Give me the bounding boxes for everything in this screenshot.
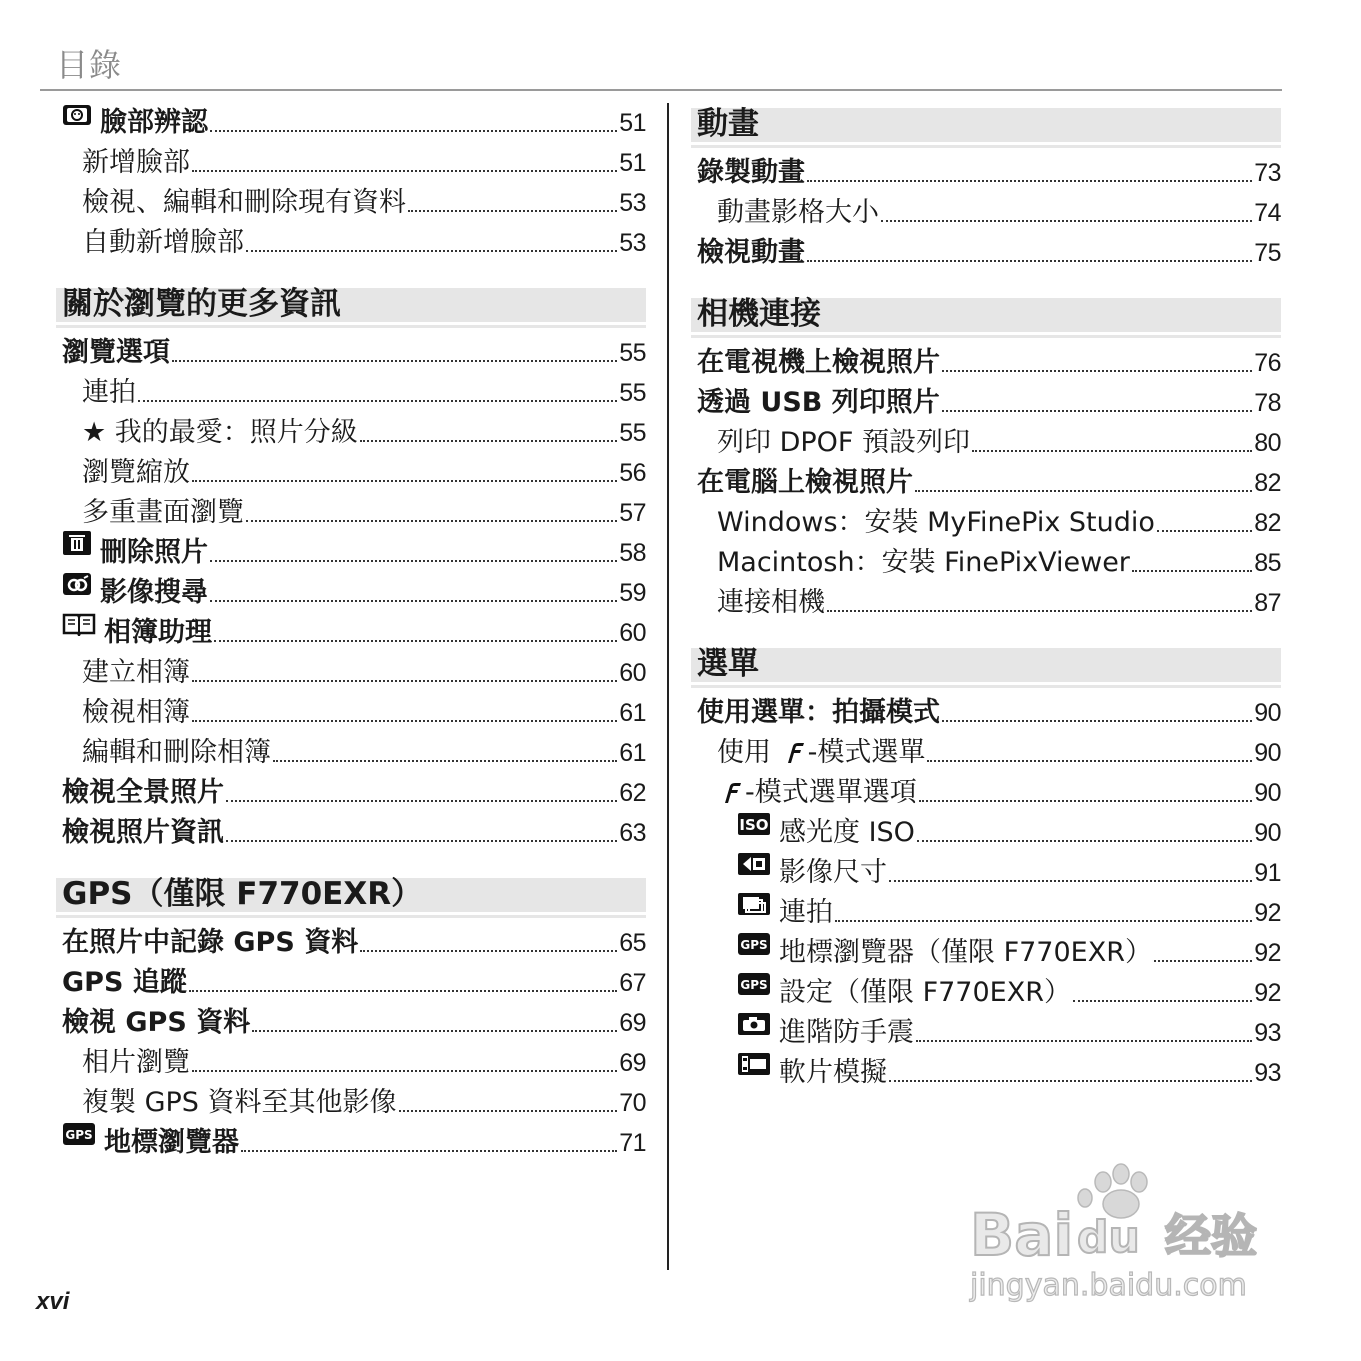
toc-entry-label-group (737, 971, 1071, 1010)
toc-entry-label-group (717, 196, 879, 230)
toc-page-number: 73 (1254, 159, 1281, 187)
toc-entry-label-group (62, 336, 170, 370)
toc-page-number: 82 (1254, 509, 1281, 537)
dot-leader (226, 800, 617, 802)
f-mode-icon (717, 780, 743, 806)
toc-entry-label: 錄製動畫 (697, 157, 805, 188)
toc-entry-label-group (717, 586, 825, 620)
toc-page-number: 90 (1254, 779, 1281, 807)
dot-leader (192, 720, 617, 722)
toc-entry-label-group (82, 376, 136, 410)
toc-entry-label: -模式選單 (807, 737, 926, 768)
dot-leader (246, 520, 617, 522)
toc-page-number: 57 (619, 499, 646, 527)
toc-page-number: 92 (1254, 939, 1281, 967)
dot-leader (1157, 530, 1252, 532)
toc-page-number: 56 (619, 459, 646, 487)
dot-leader (226, 840, 617, 842)
toc-entry-label: 連拍 (82, 377, 136, 408)
section-bar (691, 648, 1281, 682)
toc-entry-label-group (717, 426, 970, 460)
toc-entry-label: 瀏覽選項 (62, 337, 170, 368)
toc-entry-label-group (62, 816, 224, 850)
column-divider (667, 103, 669, 1270)
toc-entry-label-group (737, 1011, 914, 1050)
section-heading (62, 284, 646, 324)
toc-entry[interactable] (62, 370, 646, 410)
toc-entry[interactable] (697, 890, 1281, 930)
toc-entry-label: 影像尺寸 (779, 857, 887, 888)
toc-entry[interactable] (62, 1080, 646, 1120)
toc-page-number: 63 (619, 819, 646, 847)
toc-entry-label-group (82, 146, 190, 180)
trash-icon (62, 530, 92, 565)
toc-entry-label-group (717, 776, 917, 810)
toc-entry-label: 在電視機上檢視照片 (697, 347, 940, 378)
toc-right-column (697, 100, 1281, 1090)
toc-entry[interactable] (62, 410, 646, 450)
toc-entry[interactable] (62, 330, 646, 370)
toc-page-number: 51 (619, 109, 646, 137)
toc-page-number: 90 (1254, 739, 1281, 767)
toc-entry-label: 相片瀏覽 (82, 1047, 190, 1078)
toc-entry[interactable] (62, 220, 646, 260)
toc-entry[interactable] (697, 420, 1281, 460)
toc-entry-label: 在照片中記錄 GPS 資料 (62, 927, 359, 958)
toc-entry[interactable] (697, 810, 1281, 850)
svg-text:GPS: GPS (740, 938, 768, 952)
section-title: GPS（僅限 F770EXR） (62, 876, 423, 912)
dot-leader (273, 760, 617, 762)
toc-entry-label: 連接相機 (717, 587, 825, 618)
advanced-anti-blur-icon (737, 1011, 771, 1045)
section-heading (697, 644, 1281, 684)
toc-entry-label-group (82, 456, 190, 490)
svg-text:GPS: GPS (740, 978, 768, 992)
toc-entry-label: 設定（僅限 F770EXR） (779, 977, 1071, 1008)
toc-entry[interactable] (697, 770, 1281, 810)
section-heading (697, 294, 1281, 334)
section-gap (697, 270, 1281, 290)
toc-page-number: 76 (1254, 349, 1281, 377)
toc-entry[interactable] (62, 690, 646, 730)
toc-entry-label: 自動新增臉部 (82, 227, 244, 258)
dot-leader (210, 600, 617, 602)
section-rule (56, 325, 646, 328)
toc-page-number: 58 (619, 539, 646, 567)
toc-page-number: 61 (619, 699, 646, 727)
svg-text:ISO: ISO (739, 816, 769, 834)
dot-leader (360, 950, 617, 952)
toc-page-number: 60 (619, 659, 646, 687)
baidu-watermark (965, 1160, 1285, 1310)
toc-entry-label-group (62, 101, 208, 140)
section-rule (691, 145, 1281, 148)
section-title: 動畫 (697, 106, 759, 142)
toc-page-number: 74 (1254, 199, 1281, 227)
toc-entry-label: 複製 GPS 資料至其他影像 (82, 1087, 397, 1118)
dot-leader (972, 450, 1252, 452)
toc-entry[interactable] (62, 650, 646, 690)
toc-entry-label: 建立相簿 (82, 657, 190, 688)
dot-leader (807, 180, 1252, 182)
toc-page-number: 55 (619, 339, 646, 367)
toc-entry[interactable] (697, 1010, 1281, 1050)
toc-entry[interactable] (62, 920, 646, 960)
dot-leader (408, 210, 617, 212)
watermark-brand: Bai (970, 1201, 1074, 1269)
toc-entry-label-group (62, 530, 208, 570)
toc-page-number: 70 (619, 1089, 646, 1117)
paw-icon (1078, 1164, 1147, 1218)
dot-leader (360, 440, 617, 442)
toc-entry-label: 連拍 (779, 897, 833, 928)
f-mode-mark (717, 780, 745, 810)
toc-page-number: 53 (619, 229, 646, 257)
dot-leader (1132, 570, 1252, 572)
section-gap (62, 260, 646, 280)
album-book-icon (62, 611, 96, 645)
toc-entry-label-group (737, 851, 887, 890)
section-title: 選單 (697, 646, 759, 682)
toc-entry-label-group (737, 1051, 887, 1090)
toc-entry-label-group (62, 571, 208, 610)
dot-leader (192, 480, 617, 482)
svg-text:GPS: GPS (65, 1128, 93, 1142)
toc-page-number: 92 (1254, 899, 1281, 927)
continuous-shooting-icon (737, 891, 771, 925)
section-rule (691, 335, 1281, 338)
section-bar (691, 108, 1281, 142)
toc-entry-label: 影像搜尋 (100, 577, 208, 608)
toc-entry[interactable] (62, 810, 646, 850)
toc-entry-label: 檢視動畫 (697, 237, 805, 268)
f-mode-mark (780, 740, 808, 770)
toc-entry-label-group (717, 546, 1130, 580)
toc-entry[interactable] (62, 490, 646, 530)
dot-leader (210, 130, 617, 132)
toc-entry[interactable] (697, 230, 1281, 270)
toc-page-number: 80 (1254, 429, 1281, 457)
watermark-du: du (1077, 1212, 1140, 1263)
dot-leader (189, 990, 617, 992)
page-number: xvi (36, 1288, 70, 1315)
dot-leader (889, 880, 1252, 882)
toc-page-number: 65 (619, 929, 646, 957)
dot-leader (246, 250, 617, 252)
toc-entry-label-group (717, 506, 1155, 540)
toc-entry[interactable] (697, 690, 1281, 730)
section-gap (697, 620, 1281, 640)
toc-page-number: 82 (1254, 469, 1281, 497)
dot-leader (889, 1080, 1252, 1082)
toc-entry-label: 檢視照片資訊 (62, 817, 224, 848)
dot-leader (1154, 960, 1252, 962)
toc-page-number: 90 (1254, 819, 1281, 847)
section-heading (697, 104, 1281, 144)
toc-entry-label: 檢視全景照片 (62, 777, 224, 808)
toc-page-number: 90 (1254, 699, 1281, 727)
toc-entry-label: 相簿助理 (104, 617, 212, 648)
dot-leader (1073, 1000, 1252, 1002)
toc-entry-label: ★ 我的最愛：照片分級 (82, 417, 358, 448)
toc-entry-label-group (82, 1046, 190, 1080)
toc-entry[interactable] (697, 970, 1281, 1010)
f-mode-icon (780, 740, 806, 766)
dot-leader (827, 610, 1252, 612)
toc-entry[interactable] (697, 190, 1281, 230)
toc-entry[interactable] (697, 380, 1281, 420)
toc-entry-label-group (82, 496, 244, 530)
gps-icon (737, 971, 771, 1005)
dot-leader (210, 560, 617, 562)
toc-entry[interactable] (697, 460, 1281, 500)
toc-entry[interactable] (697, 930, 1281, 970)
toc-page-number: 55 (619, 419, 646, 447)
dot-leader (881, 220, 1252, 222)
toc-entry[interactable] (697, 850, 1281, 890)
dot-leader (835, 920, 1252, 922)
toc-page-number: 91 (1254, 859, 1281, 887)
toc-page-number: 55 (619, 379, 646, 407)
toc-entry-label-group (62, 776, 224, 810)
dot-leader (919, 800, 1252, 802)
section-title: 相機連接 (697, 296, 821, 332)
toc-entry[interactable] (697, 1050, 1281, 1090)
toc-entry-label-group (697, 386, 940, 420)
toc-entry[interactable] (62, 530, 646, 570)
toc-entry-label: 地標瀏覽器（僅限 F770EXR） (779, 937, 1152, 968)
section-rule (56, 915, 646, 918)
toc-entry[interactable] (62, 570, 646, 610)
page-header-title: 目錄 (56, 46, 123, 84)
toc-page-number: 67 (619, 969, 646, 997)
toc-entry-prefix: 使用 (717, 737, 780, 768)
toc-entry[interactable] (697, 730, 1281, 770)
toc-entry[interactable] (62, 450, 646, 490)
toc-page-number: 60 (619, 619, 646, 647)
toc-entry-label: GPS 追蹤 (62, 967, 187, 998)
toc-entry-label-group (82, 226, 244, 260)
toc-entry[interactable] (62, 770, 646, 810)
toc-entry[interactable] (62, 180, 646, 220)
toc-entry-label-group (717, 736, 925, 770)
film-simulation-icon (737, 1051, 771, 1085)
watermark-suffix: 经验 (1165, 1209, 1257, 1263)
toc-page-number: 62 (619, 779, 646, 807)
gps-icon (62, 1121, 96, 1155)
toc-entry-label: 感光度 ISO (779, 817, 915, 848)
toc-entry-label-group (82, 696, 190, 730)
toc-entry-label-group (737, 891, 833, 930)
toc-entry-label: Macintosh：安裝 FinePixViewer (717, 547, 1130, 578)
section-rule (691, 685, 1281, 688)
toc-entry-label: 軟片模擬 (779, 1057, 887, 1088)
section-title: 關於瀏覽的更多資訊 (62, 286, 341, 322)
dot-leader (192, 680, 617, 682)
image-size-icon (737, 851, 771, 885)
toc-entry-label: 使用選單：拍攝模式 (697, 697, 940, 728)
toc-page-number: 69 (619, 1049, 646, 1077)
toc-page-number: 75 (1254, 239, 1281, 267)
dot-leader (807, 260, 1252, 262)
toc-entry[interactable] (697, 340, 1281, 380)
dot-leader (927, 760, 1252, 762)
toc-entry-label: 新增臉部 (82, 147, 190, 178)
watermark-url: jingyan.baidu.com (970, 1268, 1247, 1303)
dot-leader (942, 720, 1252, 722)
toc-entry[interactable] (62, 1120, 646, 1160)
toc-entry-label-group (82, 656, 190, 690)
toc-page-number: 69 (619, 1009, 646, 1037)
toc-entry-label: -模式選單選項 (745, 777, 917, 808)
toc-entry[interactable] (697, 500, 1281, 540)
toc-entry[interactable] (62, 100, 646, 140)
toc-entry-label-group (62, 611, 212, 650)
toc-entry-label-group (82, 186, 406, 220)
section-heading (62, 874, 646, 914)
toc-page-number: 61 (619, 739, 646, 767)
toc-entry-label: 檢視、編輯和刪除現有資料 (82, 187, 406, 218)
toc-page-number: 87 (1254, 589, 1281, 617)
toc-entry[interactable] (62, 960, 646, 1000)
dot-leader (942, 410, 1252, 412)
face-detection-icon (62, 101, 92, 135)
toc-entry-label-group (737, 931, 1152, 970)
toc-entry-label: 臉部辨認 (100, 107, 208, 138)
toc-entry-label: 檢視 GPS 資料 (62, 1007, 251, 1038)
dot-leader (192, 170, 617, 172)
toc-entry[interactable] (62, 140, 646, 180)
toc-entry-label-group (697, 466, 913, 500)
iso-icon (737, 811, 771, 845)
dot-leader (942, 370, 1252, 372)
toc-page-number: 92 (1254, 979, 1281, 1007)
dot-leader (917, 840, 1252, 842)
toc-entry-label: 多重畫面瀏覽 (82, 497, 244, 528)
toc-entry-label: 瀏覽縮放 (82, 457, 190, 488)
toc-page-number: 71 (619, 1129, 646, 1157)
image-search-icon (62, 571, 92, 605)
toc-entry-label-group (82, 736, 271, 770)
toc-entry-label: 動畫影格大小 (717, 197, 879, 228)
toc-entry[interactable] (697, 580, 1281, 620)
toc-entry-label-group (62, 966, 187, 1000)
toc-entry-label: 進階防手震 (779, 1017, 914, 1048)
toc-entry[interactable] (62, 610, 646, 650)
toc-entry-label: 檢視相簿 (82, 697, 190, 728)
section-gap (62, 850, 646, 870)
toc-entry-label: Windows：安裝 MyFinePix Studio (717, 507, 1155, 538)
toc-entry-label: 列印 DPOF 預設列印 (717, 427, 971, 458)
toc-entry-label-group (62, 1121, 239, 1160)
toc-entry-label-group (62, 1006, 250, 1040)
dot-leader (915, 490, 1252, 492)
toc-entry-label-group (82, 1086, 397, 1120)
gps-icon (737, 931, 771, 965)
dot-leader (192, 1070, 617, 1072)
toc-entry-label-group (737, 811, 915, 850)
toc-entry-label-group (82, 416, 358, 450)
toc-entry[interactable] (62, 730, 646, 770)
toc-entry-label: 透過 USB 列印照片 (697, 387, 940, 418)
header-rule (40, 89, 1282, 91)
toc-entry-label: 編輯和刪除相簿 (82, 737, 271, 768)
toc-entry-label-group (62, 926, 358, 960)
toc-entry-label: 在電腦上檢視照片 (697, 467, 913, 498)
toc-entry-label-group (697, 696, 940, 730)
dot-leader (399, 1110, 618, 1112)
toc-page-number: 78 (1254, 389, 1281, 417)
toc-page-number: 93 (1254, 1019, 1281, 1047)
toc-page-number: 53 (619, 189, 646, 217)
toc-entry-label-group (697, 346, 940, 380)
dot-leader (252, 1030, 617, 1032)
toc-page-number: 85 (1254, 549, 1281, 577)
toc-entry-label: 地標瀏覽器 (104, 1127, 239, 1158)
dot-leader (172, 360, 617, 362)
dot-leader (138, 400, 617, 402)
dot-leader (214, 640, 617, 642)
toc-page-number: 59 (619, 579, 646, 607)
toc-page-number: 51 (619, 149, 646, 177)
toc-entry-label: 刪除照片 (100, 537, 208, 568)
dot-leader (916, 1040, 1252, 1042)
toc-entry[interactable] (62, 1000, 646, 1040)
toc-entry[interactable] (697, 150, 1281, 190)
toc-left-column (62, 100, 646, 1160)
toc-entry[interactable] (697, 540, 1281, 580)
toc-entry-label-group (697, 156, 805, 190)
toc-page-number: 93 (1254, 1059, 1281, 1087)
toc-entry[interactable] (62, 1040, 646, 1080)
toc-entry-label-group (697, 236, 805, 270)
dot-leader (241, 1150, 617, 1152)
